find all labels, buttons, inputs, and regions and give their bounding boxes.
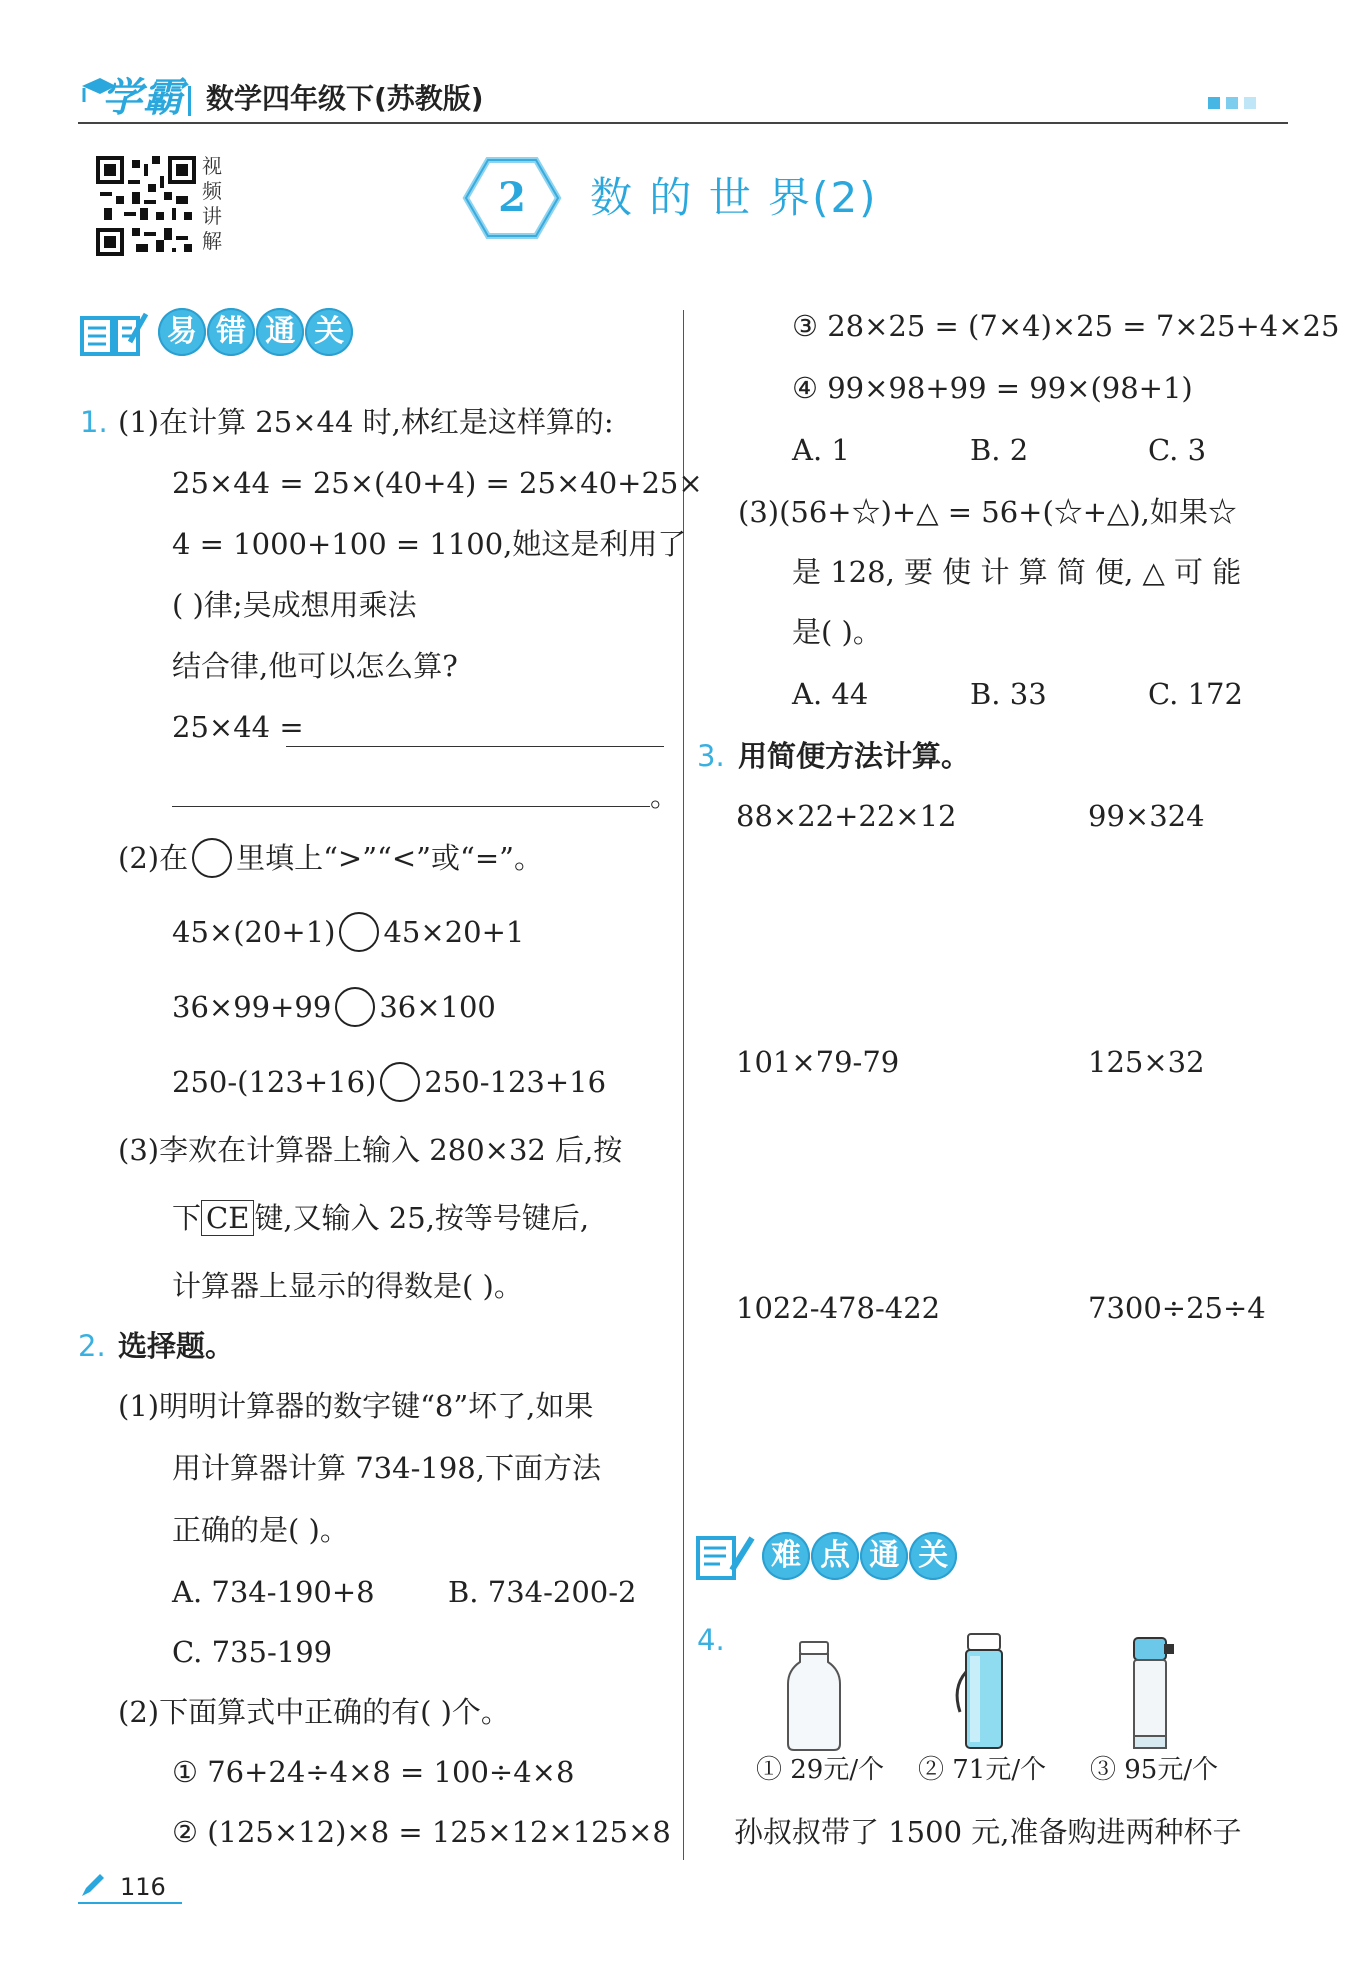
q2-p3-option: B. 33	[970, 677, 1047, 711]
q1-p1-line: 结合律,他可以怎么算?	[172, 649, 458, 683]
q4-number: 4.	[697, 1623, 725, 1657]
water-bottle-icon	[950, 1632, 1016, 1752]
page-number: 116	[120, 1873, 166, 1901]
open-book-icon	[78, 310, 150, 358]
q1-p1-answer-line[interactable]	[286, 746, 664, 747]
q2-p1-line: 用计算器计算 734-198,下面方法	[172, 1451, 601, 1485]
q2-p2-item: ① 76+24÷4×8 = 100÷4×8	[172, 1755, 575, 1789]
q4-text: 孙叔叔带了 1500 元,准备购进两种杯子	[734, 1815, 1242, 1849]
q1-p2-intro-a: (2)在	[118, 841, 189, 875]
q3-item: 1022-478-422	[736, 1291, 941, 1325]
section-difficult	[762, 1532, 953, 1580]
qr-caption: 视频讲解	[202, 154, 222, 253]
cup-price-label: ① 29元/个	[756, 1755, 885, 1785]
lesson-title-text: 数 的 世 界	[590, 173, 813, 222]
q1-p2-right: 45×20+1	[383, 915, 525, 949]
q3-item: 99×324	[1088, 799, 1205, 833]
q1-p2-right: 250-123+16	[424, 1065, 607, 1099]
q2-number: 2.	[78, 1329, 106, 1363]
q2-p1-option: B. 734-200-2	[448, 1575, 637, 1609]
pencil-icon	[78, 1870, 108, 1900]
section-char: 难	[762, 1532, 810, 1580]
q1-p2-left: 45×(20+1)	[172, 915, 336, 949]
q3-item: 7300÷25÷4	[1088, 1291, 1266, 1325]
q3-title: 用简便方法计算。	[738, 739, 971, 773]
q1-p2-right: 36×100	[379, 990, 496, 1024]
q3-item: 88×22+22×12	[736, 799, 957, 833]
q1-p3-line1: (3)李欢在计算器上输入 280×32 后,按	[118, 1133, 623, 1167]
glass-bottle-icon	[784, 1640, 844, 1752]
q2-p2-item: ④ 99×98+99 = 99×(98+1)	[792, 371, 1193, 405]
q3-item: 125×32	[1088, 1045, 1205, 1079]
q2-p3-option: C. 172	[1148, 677, 1243, 711]
q1-p1-answer-line[interactable]	[172, 806, 650, 807]
q1-number: 1.	[80, 405, 108, 439]
header-logo: 学霸	[102, 75, 184, 121]
circle-blank	[192, 838, 232, 878]
q3-number: 3.	[697, 739, 725, 773]
q2-p3-option: A. 44	[792, 677, 869, 711]
q2-p3-line: 是 128, 要 使 计 算 简 便, △ 可 能	[792, 555, 1242, 589]
q1-p3-line2-b: 键,又输入 25,按等号键后,	[254, 1201, 590, 1235]
q2-p2-option: B. 2	[970, 433, 1029, 467]
q1-p2-item	[172, 1062, 606, 1102]
section-char: 点	[811, 1532, 859, 1580]
q2-p3-line: 是( )。	[792, 615, 882, 649]
q1-p1-line: 4 = 1000+100 = 1100,她这是利用了	[172, 527, 687, 561]
q2-p2-option: C. 3	[1148, 433, 1207, 467]
q2-p1-option: C. 735-199	[172, 1635, 333, 1669]
q2-p2-item: ③ 28×25 = (7×4)×25 = 7×25+4×25	[792, 309, 1340, 343]
q1-p1-line: 25×44 = 25×(40+4) = 25×40+25×	[172, 466, 703, 500]
q1-p3-line2	[172, 1198, 589, 1238]
q1-p1-line: ( )律;吴成想用乘法	[172, 588, 417, 622]
q2-title: 选择题。	[118, 1329, 235, 1363]
q2-p2-intro: (2)下面算式中正确的有( )个。	[118, 1695, 510, 1729]
section-char: 通	[256, 308, 304, 356]
q2-p1-line: (1)明明计算器的数字键“8”坏了,如果	[118, 1389, 594, 1423]
footer-rule	[78, 1902, 182, 1904]
q1-p1-answer-end: 。	[650, 779, 680, 813]
lesson-title-suffix: (2)	[812, 173, 878, 222]
pencil-notepad-icon	[694, 1532, 758, 1582]
section-char: 易	[158, 308, 206, 356]
header-divider	[188, 86, 191, 116]
q1-p2-left: 36×99+99	[172, 990, 332, 1024]
header	[78, 72, 1288, 124]
q1-p2-intro-b: 里填上“>”“<”或“=”。	[236, 841, 543, 875]
q1-p2-intro	[118, 838, 543, 878]
section-easy-mistakes	[158, 308, 349, 356]
thermos-icon	[1124, 1636, 1180, 1752]
compare-circle[interactable]	[380, 1062, 420, 1102]
q1-p3-line3: 计算器上显示的得数是( )。	[172, 1269, 523, 1303]
q2-p1-line: 正确的是( )。	[172, 1513, 349, 1547]
cup-price-label: ② 71元/个	[918, 1755, 1047, 1785]
qr-code-icon	[96, 156, 196, 256]
ce-key: CE	[201, 1200, 254, 1236]
section-char: 关	[909, 1532, 957, 1580]
q1-p2-item	[172, 912, 524, 952]
q3-item: 101×79-79	[736, 1045, 900, 1079]
lesson-number: 2	[498, 174, 526, 221]
compare-circle[interactable]	[335, 987, 375, 1027]
section-char: 通	[860, 1532, 908, 1580]
q2-p1-option: A. 734-190+8	[172, 1575, 375, 1609]
q1-p3-line2-a: 下	[172, 1201, 202, 1235]
lesson-title	[590, 170, 878, 226]
q2-p3-line: (3)(56+☆)+△ = 56+(☆+△),如果☆	[738, 495, 1237, 529]
header-squares	[1208, 94, 1256, 113]
section-char: 错	[207, 308, 255, 356]
q2-p2-item: ② (125×12)×8 = 125×12×125×8	[172, 1815, 671, 1849]
q1-p2-item	[172, 987, 496, 1027]
header-rule	[78, 122, 1288, 124]
compare-circle[interactable]	[339, 912, 379, 952]
section-char: 关	[305, 308, 353, 356]
cup-price-label: ③ 95元/个	[1090, 1755, 1219, 1785]
header-book-title: 数学四年级下(苏教版)	[206, 82, 484, 115]
q2-p2-option: A. 1	[792, 433, 850, 467]
q1-p1-answer-prefix: 25×44 =	[172, 710, 304, 744]
q1-p2-left: 250-(123+16)	[172, 1065, 377, 1099]
q1-p1-line: (1)在计算 25×44 时,林红是这样算的:	[118, 405, 614, 439]
